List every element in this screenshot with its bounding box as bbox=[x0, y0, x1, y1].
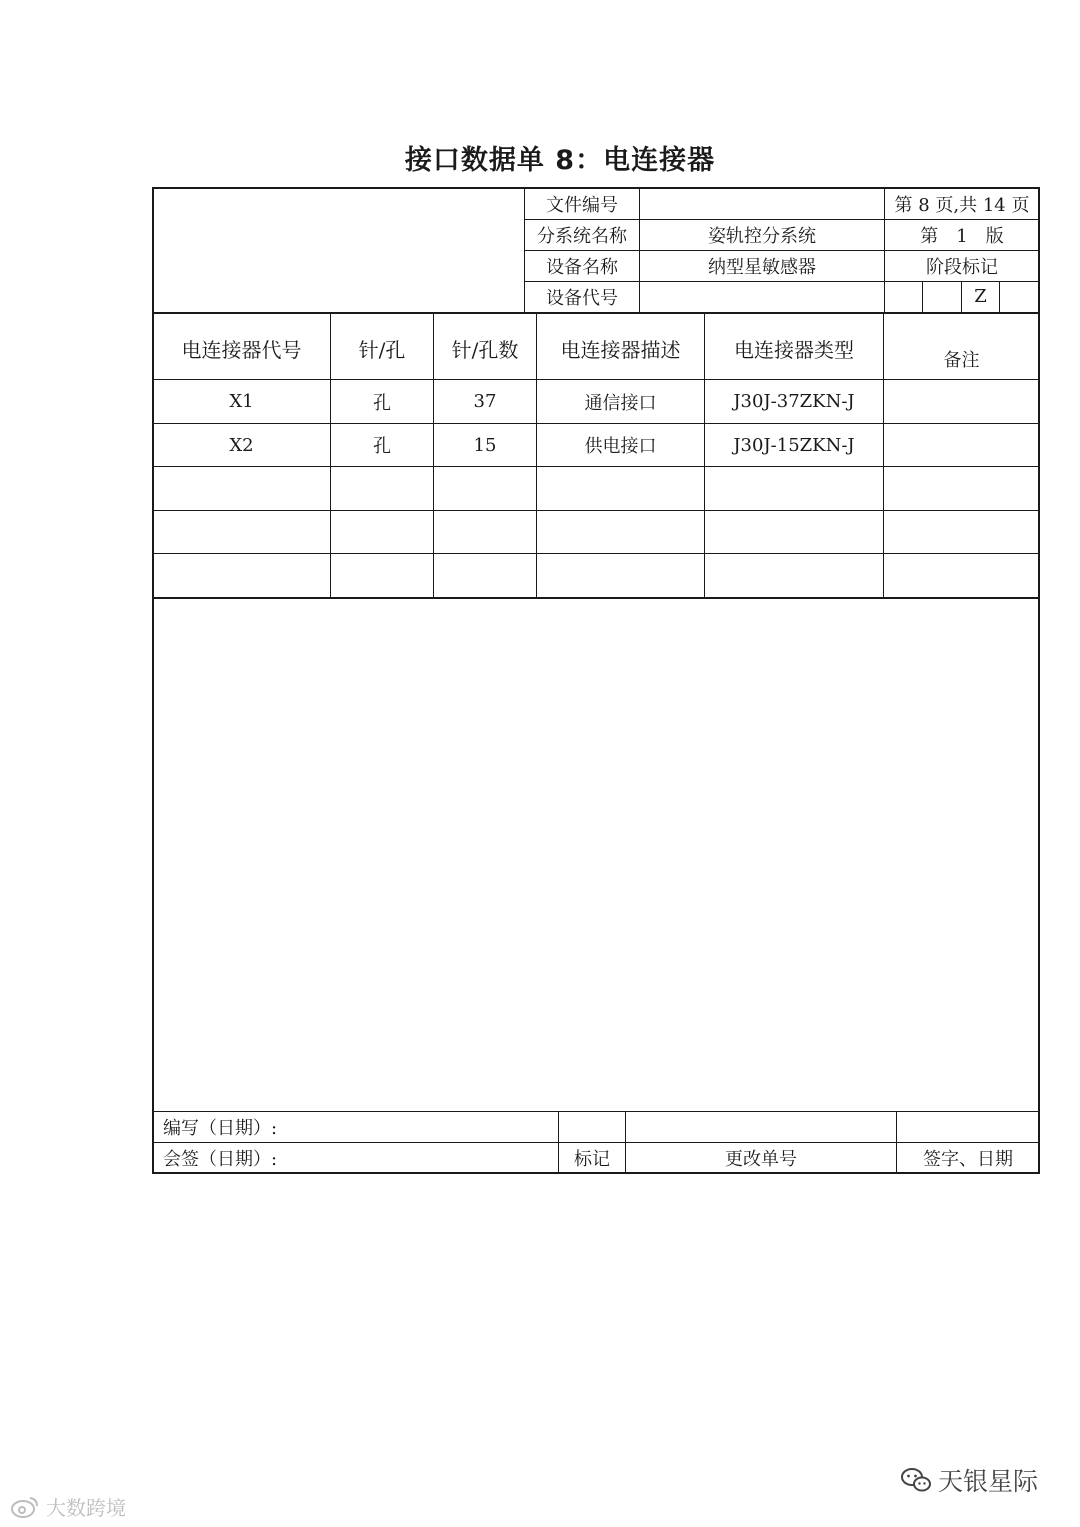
col-header-description: 电连接器描述 bbox=[560, 338, 681, 362]
stage-mark-1 bbox=[885, 281, 922, 312]
table-cell bbox=[884, 424, 1039, 466]
table-cell: J30J-15ZKN-J bbox=[733, 434, 855, 456]
subsystem-label: 分系统名称 bbox=[537, 225, 627, 247]
table-cell: 通信接口 bbox=[584, 392, 657, 414]
table-cell: J30J-37ZKN-J bbox=[733, 391, 855, 412]
device-name-label: 设备名称 bbox=[546, 256, 618, 278]
col-header-type: 电连接器类型 bbox=[734, 338, 854, 362]
device-name-value: 纳型星敏感器 bbox=[708, 256, 816, 278]
device-code-label: 设备代号 bbox=[546, 287, 618, 309]
countersign-date-label: 会签（日期）: bbox=[163, 1149, 278, 1170]
file-no-label: 文件编号 bbox=[546, 194, 618, 216]
table-cell bbox=[153, 511, 330, 553]
weibo-logo-icon bbox=[10, 1495, 40, 1519]
page-info: 第 8 页,共 14 页 bbox=[894, 194, 1030, 216]
table-cell: 供电接口 bbox=[584, 436, 657, 457]
col-header-remarks: 备注 bbox=[943, 349, 980, 371]
watermark-right bbox=[900, 1462, 1038, 1498]
stage-mark-2 bbox=[923, 281, 961, 312]
file-no-value bbox=[640, 188, 884, 219]
stage-mark-4 bbox=[1000, 281, 1039, 312]
table-cell: 孔 bbox=[373, 392, 391, 414]
table-cell bbox=[153, 554, 330, 597]
sign-date-label: 签字、日期 bbox=[923, 1149, 1013, 1170]
change-no-label: 更改单号 bbox=[725, 1149, 797, 1170]
watermark-left bbox=[10, 1492, 126, 1521]
table-cell: X1 bbox=[229, 391, 254, 412]
watermark-right-text: 天银星际 bbox=[938, 1467, 1039, 1496]
stage-label: 阶段标记 bbox=[926, 256, 998, 278]
written-date-label: 编写（日期）: bbox=[163, 1118, 278, 1139]
col-header-pin-socket: 针/孔 bbox=[358, 338, 406, 362]
page-title: 接口数据单 8：电连接器 bbox=[404, 145, 716, 176]
device-code-value bbox=[640, 281, 884, 312]
table-cell bbox=[884, 380, 1039, 423]
stage-mark-3: Z bbox=[974, 286, 987, 307]
table-cell: X2 bbox=[229, 434, 254, 456]
table-cell: 15 bbox=[473, 434, 497, 456]
col-header-connector-code: 电连接器代号 bbox=[181, 338, 302, 362]
table-cell: 37 bbox=[473, 391, 497, 412]
subsystem-value: 姿轨控分系统 bbox=[708, 225, 816, 247]
wechat-logo-icon bbox=[900, 1466, 932, 1494]
table-cell bbox=[153, 467, 330, 510]
table-cell: 孔 bbox=[373, 436, 391, 457]
mark-label: 标记 bbox=[574, 1149, 610, 1170]
col-header-pin-count: 针/孔数 bbox=[451, 338, 519, 362]
version: 第 1 版 bbox=[920, 225, 1004, 247]
watermark-left-text: 大数跨境 bbox=[46, 1496, 126, 1520]
